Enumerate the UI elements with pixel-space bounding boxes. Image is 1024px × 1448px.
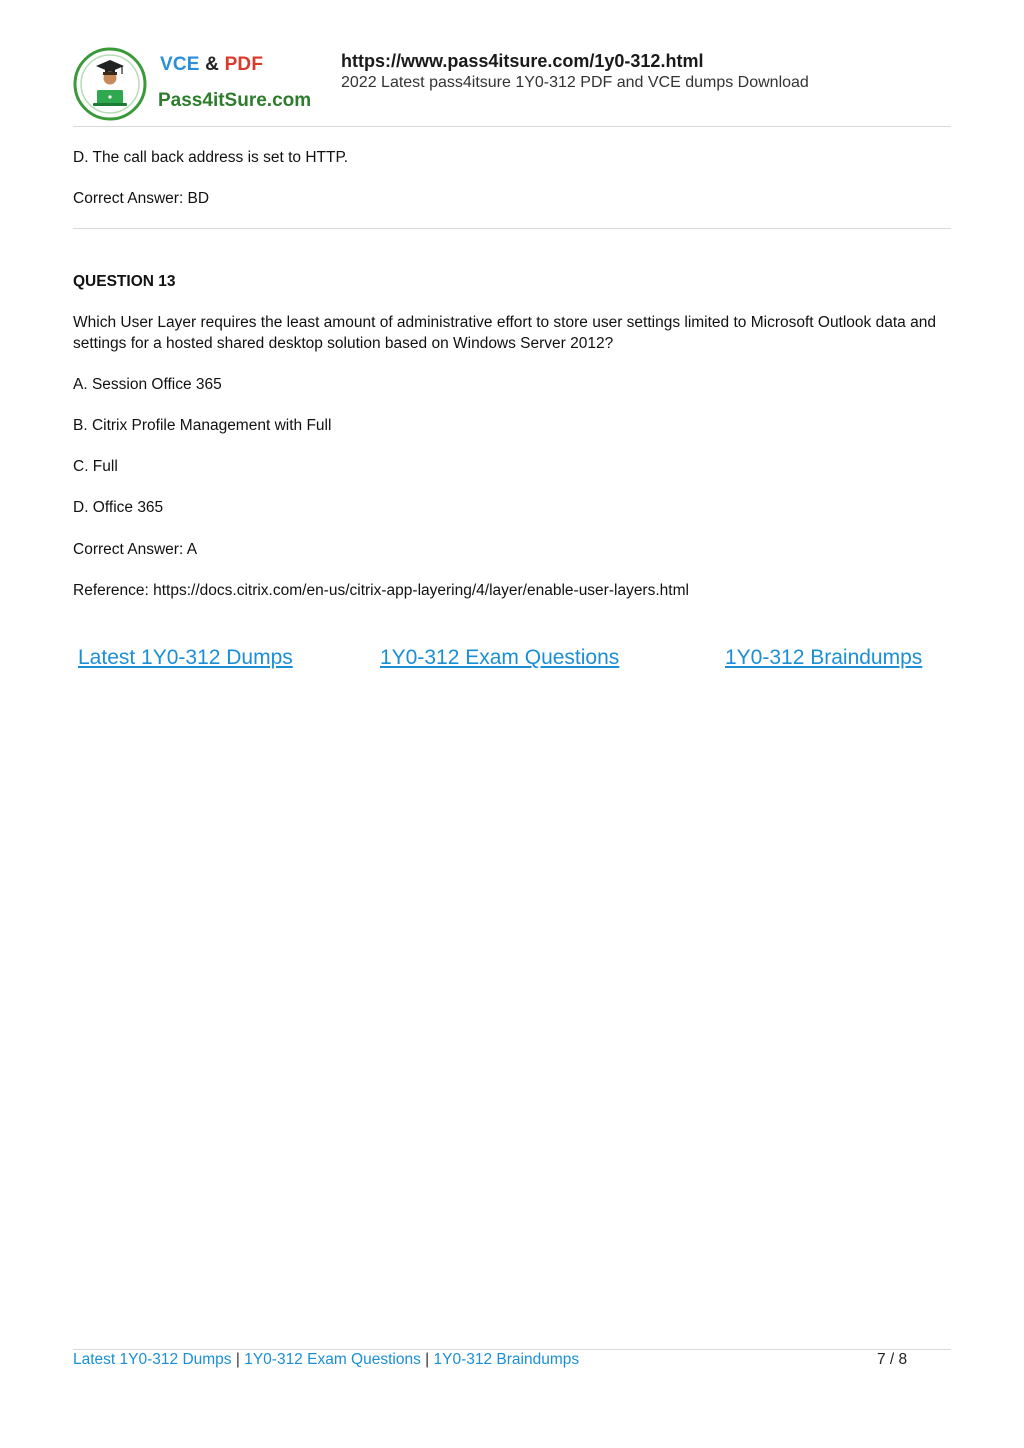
previous-correct-answer: Correct Answer: BD [73, 190, 210, 207]
header-divider [73, 126, 951, 127]
question-divider [73, 228, 951, 229]
correct-answer: Correct Answer: A [73, 541, 198, 558]
footer-dumps-link[interactable]: Latest 1Y0-312 Dumps [73, 1351, 232, 1368]
logo-vce: VCE [160, 54, 200, 75]
option-c: C. Full [73, 458, 118, 475]
header-url: https://www.pass4itsure.com/1y0-312.html [341, 51, 704, 71]
logo-vce-pdf-text [160, 54, 263, 76]
footer-separator: | [235, 1351, 240, 1368]
logo-emblem-icon [72, 46, 148, 122]
question-text: Which User Layer requires the least amount of administrative effort to store user settings limited to Microsoft Outlook data and settings for a hosted shared desktop solution based on Windows Server 2012? [73, 314, 936, 352]
option-b: B. Citrix Profile Management with Full [73, 417, 332, 434]
option-a: A. Session Office 365 [73, 376, 222, 393]
page-number: 7 / 8 [877, 1351, 908, 1368]
logo-pdf: PDF [224, 54, 264, 75]
footer-braindumps-link[interactable]: 1Y0-312 Braindumps [433, 1351, 580, 1368]
logo-amp: & [205, 54, 220, 75]
footer-links [73, 1351, 579, 1369]
exam-questions-link[interactable]: 1Y0-312 Exam Questions [380, 646, 620, 669]
option-d: D. Office 365 [73, 499, 164, 516]
header-subtitle: 2022 Latest pass4itsure 1Y0-312 PDF and VCE dumps Download [341, 74, 809, 91]
question-title: QUESTION 13 [73, 273, 176, 290]
footer-separator: | [425, 1351, 430, 1368]
footer-divider [73, 1349, 951, 1350]
pass4itsure-logo [72, 46, 316, 122]
footer-exam-questions-link[interactable]: 1Y0-312 Exam Questions [244, 1351, 421, 1368]
latest-dumps-link[interactable]: Latest 1Y0-312 Dumps [78, 646, 293, 669]
reference: Reference: https://docs.citrix.com/en-us/citrix-app-layering/4/layer/enable-user-layers.html [73, 582, 689, 599]
braindumps-link[interactable]: 1Y0-312 Braindumps [725, 646, 923, 669]
logo-site-name: Pass4itSure.com [158, 90, 312, 111]
previous-option-d: D. The call back address is set to HTTP. [73, 149, 349, 166]
